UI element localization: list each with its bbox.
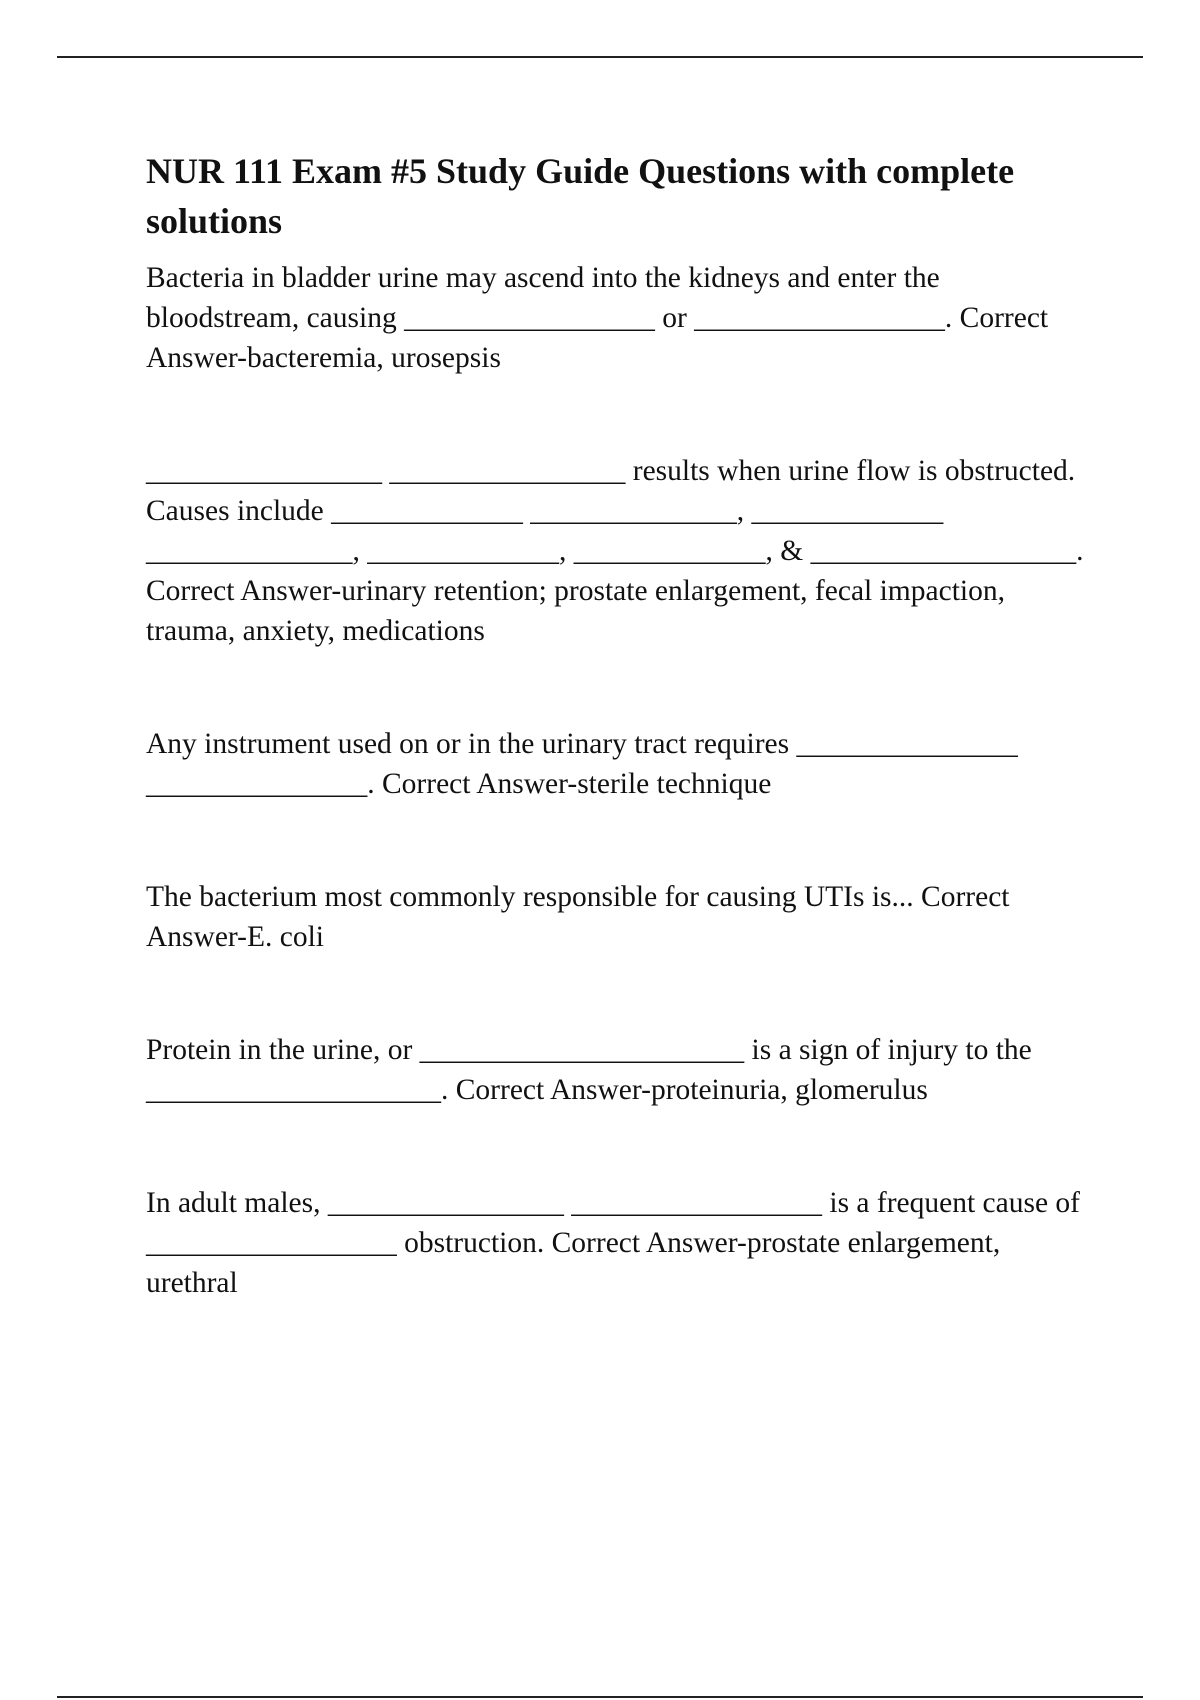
answer-text: Correct Answer-prostate enlargement, urethral [146, 1227, 1001, 1299]
question-text: ________________ ________________ results when urine flow is obstructed. Causes include _____________ ______________, _____________ ______________, _____________, _____________, & __________________. [146, 455, 1084, 567]
answer-text: Correct Answer-proteinuria, glomerulus [455, 1074, 928, 1106]
answer-text: Correct Answer-urinary retention; prostate enlargement, fecal impaction, trauma, anxiety, medications [146, 575, 1005, 647]
qa-item [146, 877, 1086, 957]
question-text: In adult males, ________________ _________________ is a frequent cause of _________________ obstruction. [146, 1187, 1081, 1259]
header-rule [57, 56, 1143, 58]
question-text: Bacteria in bladder urine may ascend into the kidneys and enter the bloodstream, causing _________________ or _________________. [146, 262, 953, 334]
qa-item [146, 724, 1086, 804]
question-text: Protein in the urine, or ______________________ is a sign of injury to the ____________________. [146, 1034, 1032, 1106]
answer-text: Correct Answer-bacteremia, urosepsis [146, 302, 1049, 374]
qa-item [146, 1183, 1086, 1303]
document-body [146, 146, 1086, 1303]
answer-text: Correct Answer-E. coli [146, 881, 1010, 953]
footer-rule [57, 1696, 1143, 1698]
document-title: NUR 111 Exam #5 Study Guide Questions with complete solutions [146, 151, 1015, 241]
answer-text: Correct Answer-sterile technique [382, 768, 772, 800]
question-text: The bacterium most commonly responsible for causing UTIs is... [146, 881, 914, 913]
qa-item [146, 258, 1086, 378]
question-text: Any instrument used on or in the urinary tract requires _______________ _______________. [146, 728, 1018, 800]
qa-item [146, 451, 1086, 651]
qa-item [146, 1030, 1086, 1110]
